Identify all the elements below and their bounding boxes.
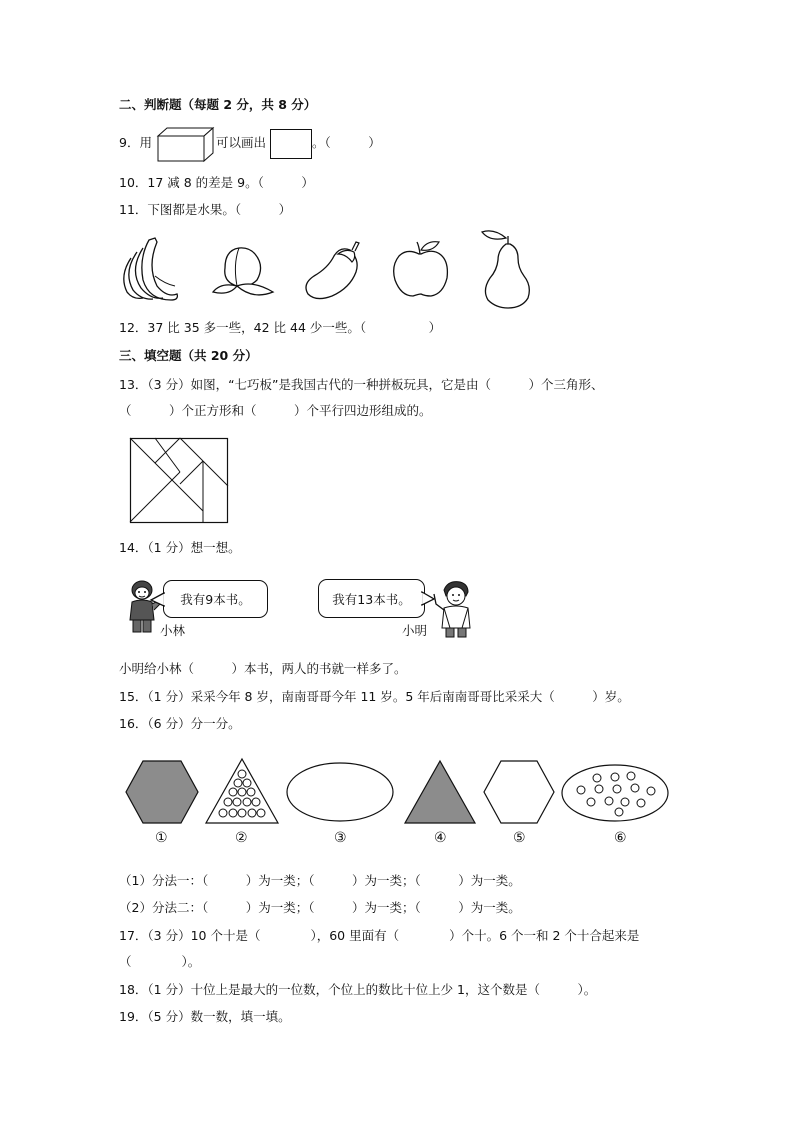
question-12: 12．37 比 35 多一些，42 比 44 少一些。（ ） [119,320,442,335]
speech-bubble-right-text: 我有13本书。 [332,591,411,607]
question-13-line-2: （ ）个正方形和（ ）个平行四边形组成的。 [119,403,432,418]
section-3-title: 三、填空题（共 20 分） [119,348,258,363]
shape-label-3: ③ [334,830,347,846]
shape-6-ellipse-with-circles [561,764,669,822]
name-xiaolin: 小林 [160,623,186,638]
xiaoming-character-icon [430,580,478,638]
question-16: 16．（6 分）分一分。 [119,716,241,731]
question-18: 18．（1 分）十位上是最大的一位数，个位上的数比十位上少 1，这个数是（ ）。 [119,982,597,997]
cuboid-icon [158,127,214,163]
shape-5-hexagon [483,760,555,824]
shape-3-ellipse [286,762,394,822]
question-10: 10．17 减 8 的差是 9。（ ） [119,175,314,190]
eggplant-icon [302,238,364,302]
speech-bubble-right [318,579,425,618]
shape-4-gray-triangle [404,760,476,824]
shape-2-triangle-with-circles [205,758,279,824]
question-16-method-2: （2）分法二：（ ）为一类；（ ）为一类；（ ）为一类。 [119,900,521,915]
shape-label-2: ② [235,830,248,846]
question-19: 19．（5 分）数一数，填一填。 [119,1009,291,1024]
q9-number: 9． [119,135,140,150]
rectangle-icon [270,129,312,159]
pear-icon [480,228,536,310]
q9-prefix: 用 [139,135,152,150]
question-15: 15．（1 分）采采今年 8 岁，南南哥哥今年 11 岁。5 年后南南哥哥比采采大（ ）岁。 [119,689,630,704]
banana-icon [119,236,184,302]
peach-icon [211,244,277,300]
shape-label-5: ⑤ [513,830,526,846]
shape-label-6: ⑥ [614,830,627,846]
apple-icon [391,238,451,300]
tangram-figure [130,438,228,524]
shape-label-1: ① [155,830,168,846]
question-14-answer: 小明给小林（ ）本书，两人的书就一样多了。 [119,661,407,676]
name-xiaoming: 小明 [402,623,428,638]
speech-bubble-left-tail [151,593,165,607]
question-13-line-1: 13．（3 分）如图，“七巧板”是我国古代的一种拼板玩具，它是由（ ）个三角形、 [119,377,604,392]
shape-1-gray-hexagon [125,760,199,824]
speech-bubble-left [163,580,268,618]
question-11: 11．下图都是水果。（ ） [119,202,292,217]
speech-bubble-left-text: 我有9本书。 [180,592,251,607]
q9-middle: 可以画出 [216,135,267,150]
question-9 [119,134,152,152]
section-2-title: 二、判断题（每题 2 分，共 8 分） [119,97,317,112]
question-14: 14．（1 分）想一想。 [119,540,241,555]
shape-label-4: ④ [434,830,447,846]
question-17-line-1: 17．（3 分）10 个十是（ ），60 里面有（ ）个十。6 个一和 2 个十合起来是 [119,928,640,943]
question-17-line-2: （ ）。 [119,954,201,969]
question-16-method-1: （1）分法一：（ ）为一类；（ ）为一类；（ ）为一类。 [119,873,521,888]
q9-answer-blank: 。（ ） [312,135,381,150]
